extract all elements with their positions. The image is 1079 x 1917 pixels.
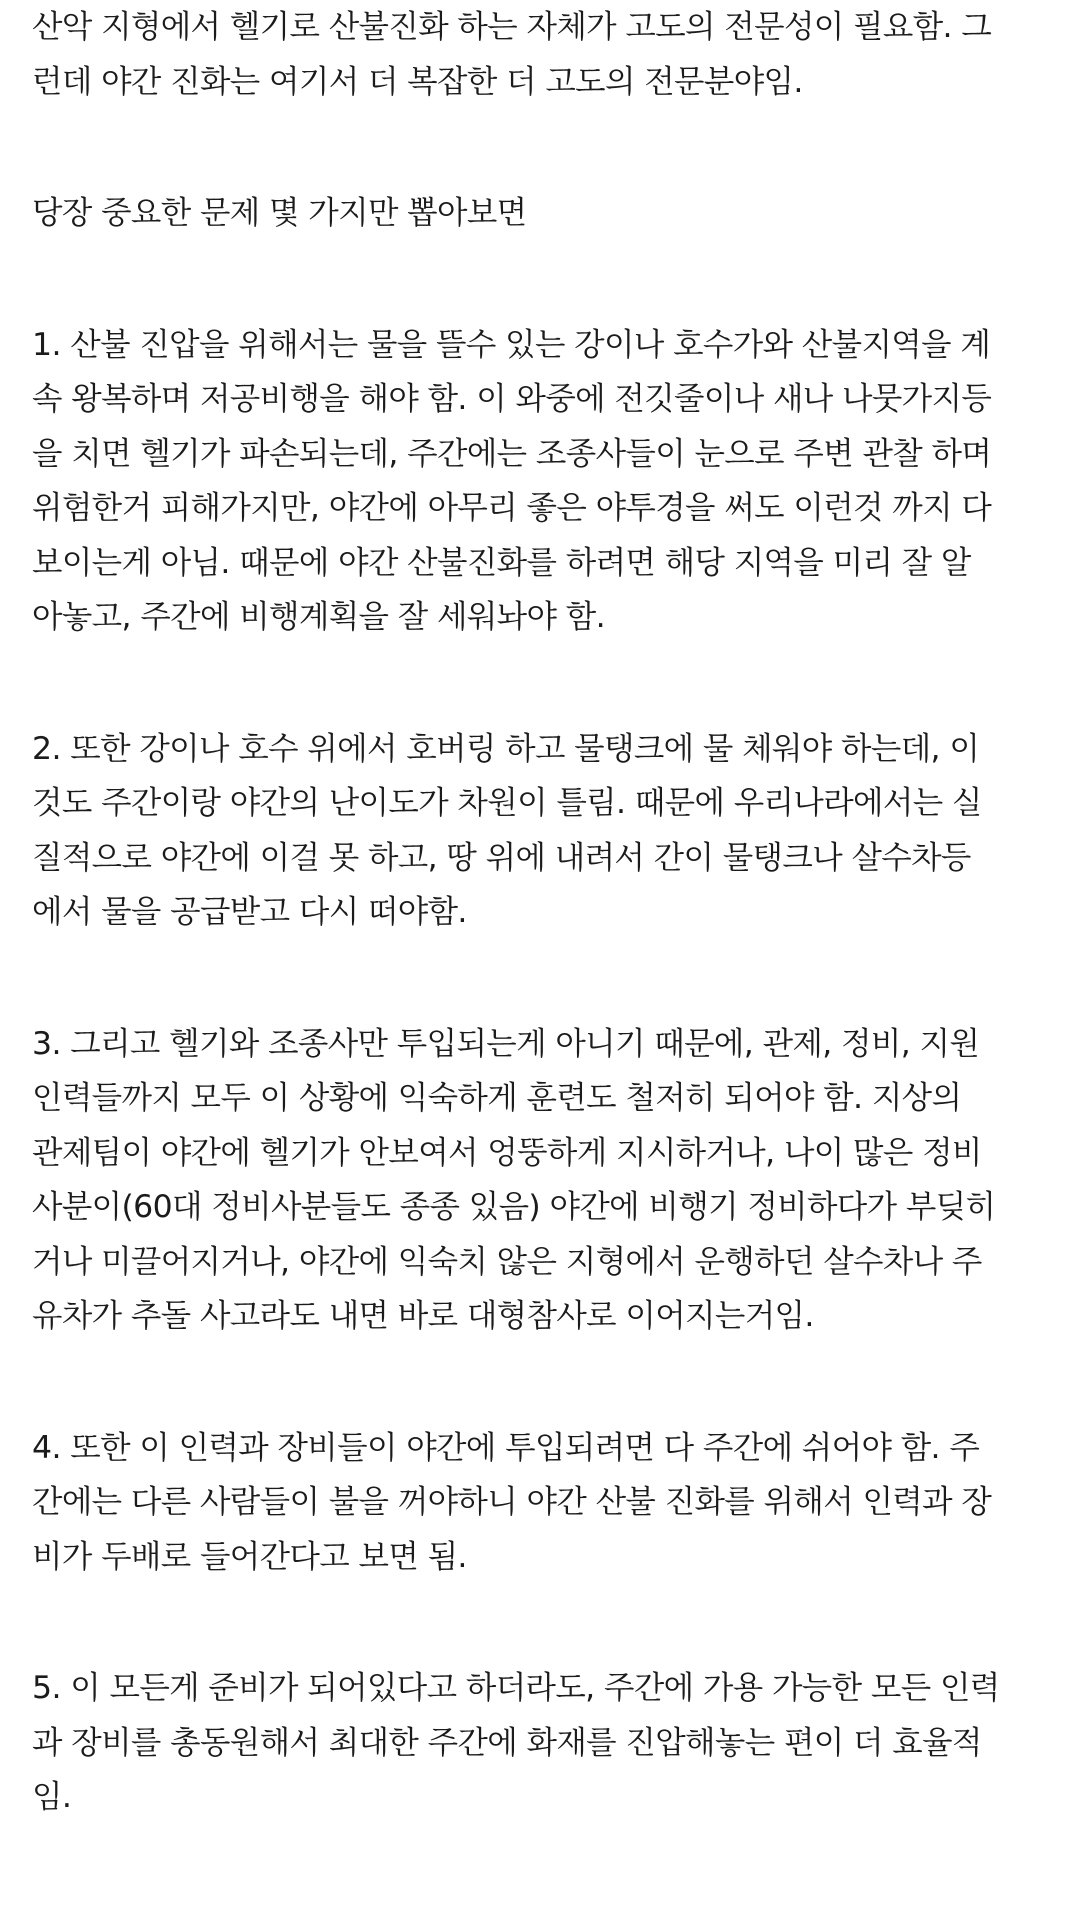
text-line: 관제팀이 야간에 헬기가 안보여서 엉뚱하게 지시하거나, 나이 많은 정비	[32, 1134, 982, 1171]
text-line: 2. 또한 강이나 호수 위에서 호버링 하고 물탱크에 물 체워야 하는데, 이	[32, 730, 980, 767]
text-line: 거나 미끌어지거나, 야간에 익숙치 않은 지형에서 운행하던 살수차나 주	[32, 1243, 982, 1280]
text-line: 것도 주간이랑 야간의 난이도가 차원이 틀림. 때문에 우리나라에서는 실	[32, 785, 982, 821]
point-3-paragraph	[32, 1017, 1060, 1344]
text-line: 사분이(60대 정비사분들도 종종 있음) 야간에 비행기 정비하다가 부딪히	[32, 1189, 996, 1225]
lead-paragraph	[32, 186, 1060, 241]
point-5-paragraph	[32, 1661, 1060, 1825]
paragraph-gap	[32, 940, 1060, 1017]
paragraph-gap	[32, 1584, 1060, 1661]
text-line: 1. 산불 진압을 위해서는 물을 뜰수 있는 강이나 호수가와 산불지역을 계	[32, 326, 991, 363]
text-line: 속 왕복하며 저공비행을 해야 함. 이 와중에 전깃줄이나 새나 나뭇가지등	[32, 381, 992, 417]
text-line: 과 장비를 총동원해서 최대한 주간에 화재를 진압해놓는 편이 더 효율적	[32, 1724, 982, 1761]
text-line: 을 치면 헬기가 파손되는데, 주간에는 조종사들이 눈으로 주변 관찰 하며	[32, 435, 992, 472]
intro-paragraph	[32, 0, 1060, 109]
text-line: 런데 야간 진화는 여기서 더 복잡한 더 고도의 전문분야임.	[32, 63, 803, 100]
text-line: 비가 두배로 들어간다고 보면 됨.	[32, 1538, 467, 1575]
text-line: 임.	[32, 1779, 72, 1815]
point-2-paragraph	[32, 722, 1060, 940]
text-line: 위험한거 피해가지만, 야간에 아무리 좋은 야투경을 써도 이런것 까지 다	[32, 490, 992, 526]
point-4-paragraph	[32, 1421, 1060, 1585]
text-line: 보이는게 아님. 때문에 야간 산불진화를 하려면 해당 지역을 미리 잘 알	[32, 544, 971, 581]
article-body	[32, 0, 1060, 1825]
paragraph-gap	[32, 1344, 1060, 1421]
text-line: 질적으로 야간에 이걸 못 하고, 땅 위에 내려서 간이 물탱크나 살수차등	[32, 839, 971, 876]
text-line: 3. 그리고 헬기와 조종사만 투입되는게 아니기 때문에, 관제, 정비, 지원	[32, 1025, 980, 1062]
point-1-paragraph	[32, 318, 1060, 645]
text-line: 에서 물을 공급받고 다시 떠야함.	[32, 894, 467, 930]
text-line: 인력들까지 모두 이 상황에 익숙하게 훈련도 철저히 되어야 함. 지상의	[32, 1080, 962, 1116]
text-line: 5. 이 모든게 준비가 되어있다고 하더라도, 주간에 가용 가능한 모든 인력	[32, 1670, 1000, 1706]
paragraph-gap	[32, 109, 1060, 186]
paragraph-gap	[32, 241, 1060, 318]
text-line: 간에는 다른 사람들이 불을 꺼야하니 야간 산불 진화를 위해서 인력과 장	[32, 1484, 992, 1520]
text-line: 아놓고, 주간에 비행계획을 잘 세워놔야 함.	[32, 599, 605, 635]
paragraph-gap	[32, 645, 1060, 722]
text-line: 산악 지형에서 헬기로 산불진화 하는 자체가 고도의 전문성이 필요함. 그	[32, 9, 992, 45]
text-line: 당장 중요한 문제 몇 가지만 뽑아보면	[32, 195, 527, 231]
text-line: 유차가 추돌 사고라도 내면 바로 대형참사로 이어지는거임.	[32, 1298, 814, 1334]
text-line: 4. 또한 이 인력과 장비들이 야간에 투입되려면 다 주간에 쉬어야 함. 주	[32, 1429, 980, 1466]
